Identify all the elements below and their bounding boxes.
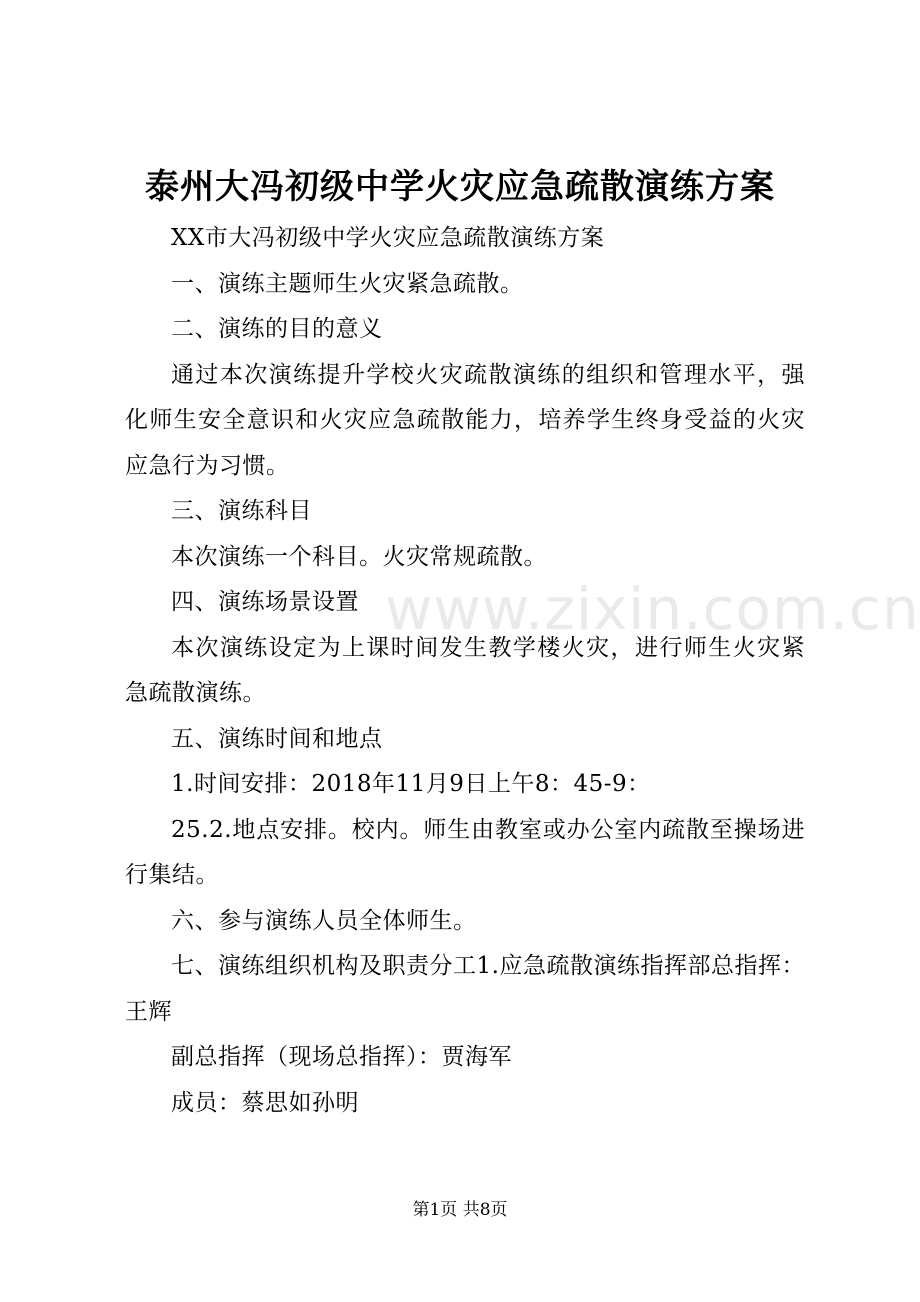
watermark: www.zixin.com.cn (385, 575, 920, 643)
paragraph-time-schedule: 1.时间安排：2018年11月9日上午8：45-9： (171, 771, 651, 797)
page-footer: 第1页 共8页 (412, 1200, 508, 1220)
paragraph-section-4-heading: 四、演练场景设置 (171, 589, 359, 615)
document-body (125, 216, 805, 1126)
paragraph-section-6: 六、参与演练人员全体师生。 (171, 907, 477, 934)
paragraph-section-3-heading: 三、演练科目 (171, 498, 312, 524)
paragraph-subtitle: XX市大冯初级中学火灾应急疏散演练方案 (171, 225, 605, 251)
paragraph-section-7: 七、演练组织机构及职责分工1.应急疏散演练指挥部总指挥：王辉 (125, 953, 805, 1025)
paragraph-section-2-heading: 二、演练的目的意义 (171, 316, 383, 342)
paragraph-deputy-commander: 副总指挥（现场总指挥）：贾海军 (171, 1044, 512, 1070)
paragraph-section-3-body: 本次演练一个科目。火灾常规疏散。 (171, 543, 547, 570)
paragraph-section-1: 一、演练主题师生火灾紧急疏散。 (171, 270, 524, 297)
paragraph-section-4-body: 本次演练设定为上课时间发生教学楼火灾，进行师生火灾紧急疏散演练。 (125, 634, 805, 706)
paragraph-members: 成员：蔡思如孙明 (171, 1089, 359, 1116)
paragraph-location-schedule: 25.2.地点安排。校内。师生由教室或办公室内疏散至操场进行集结。 (125, 816, 805, 888)
page-title: 泰州大冯初级中学火灾应急疏散演练方案 (145, 167, 775, 207)
paragraph-section-2-body: 通过本次演练提升学校火灾疏散演练的组织和管理水平，强化师生安全意识和火灾应急疏散能力，培养学生终身受益的火灾应急行为习惯。 (125, 361, 805, 479)
paragraph-section-5-heading: 五、演练时间和地点 (171, 725, 383, 752)
